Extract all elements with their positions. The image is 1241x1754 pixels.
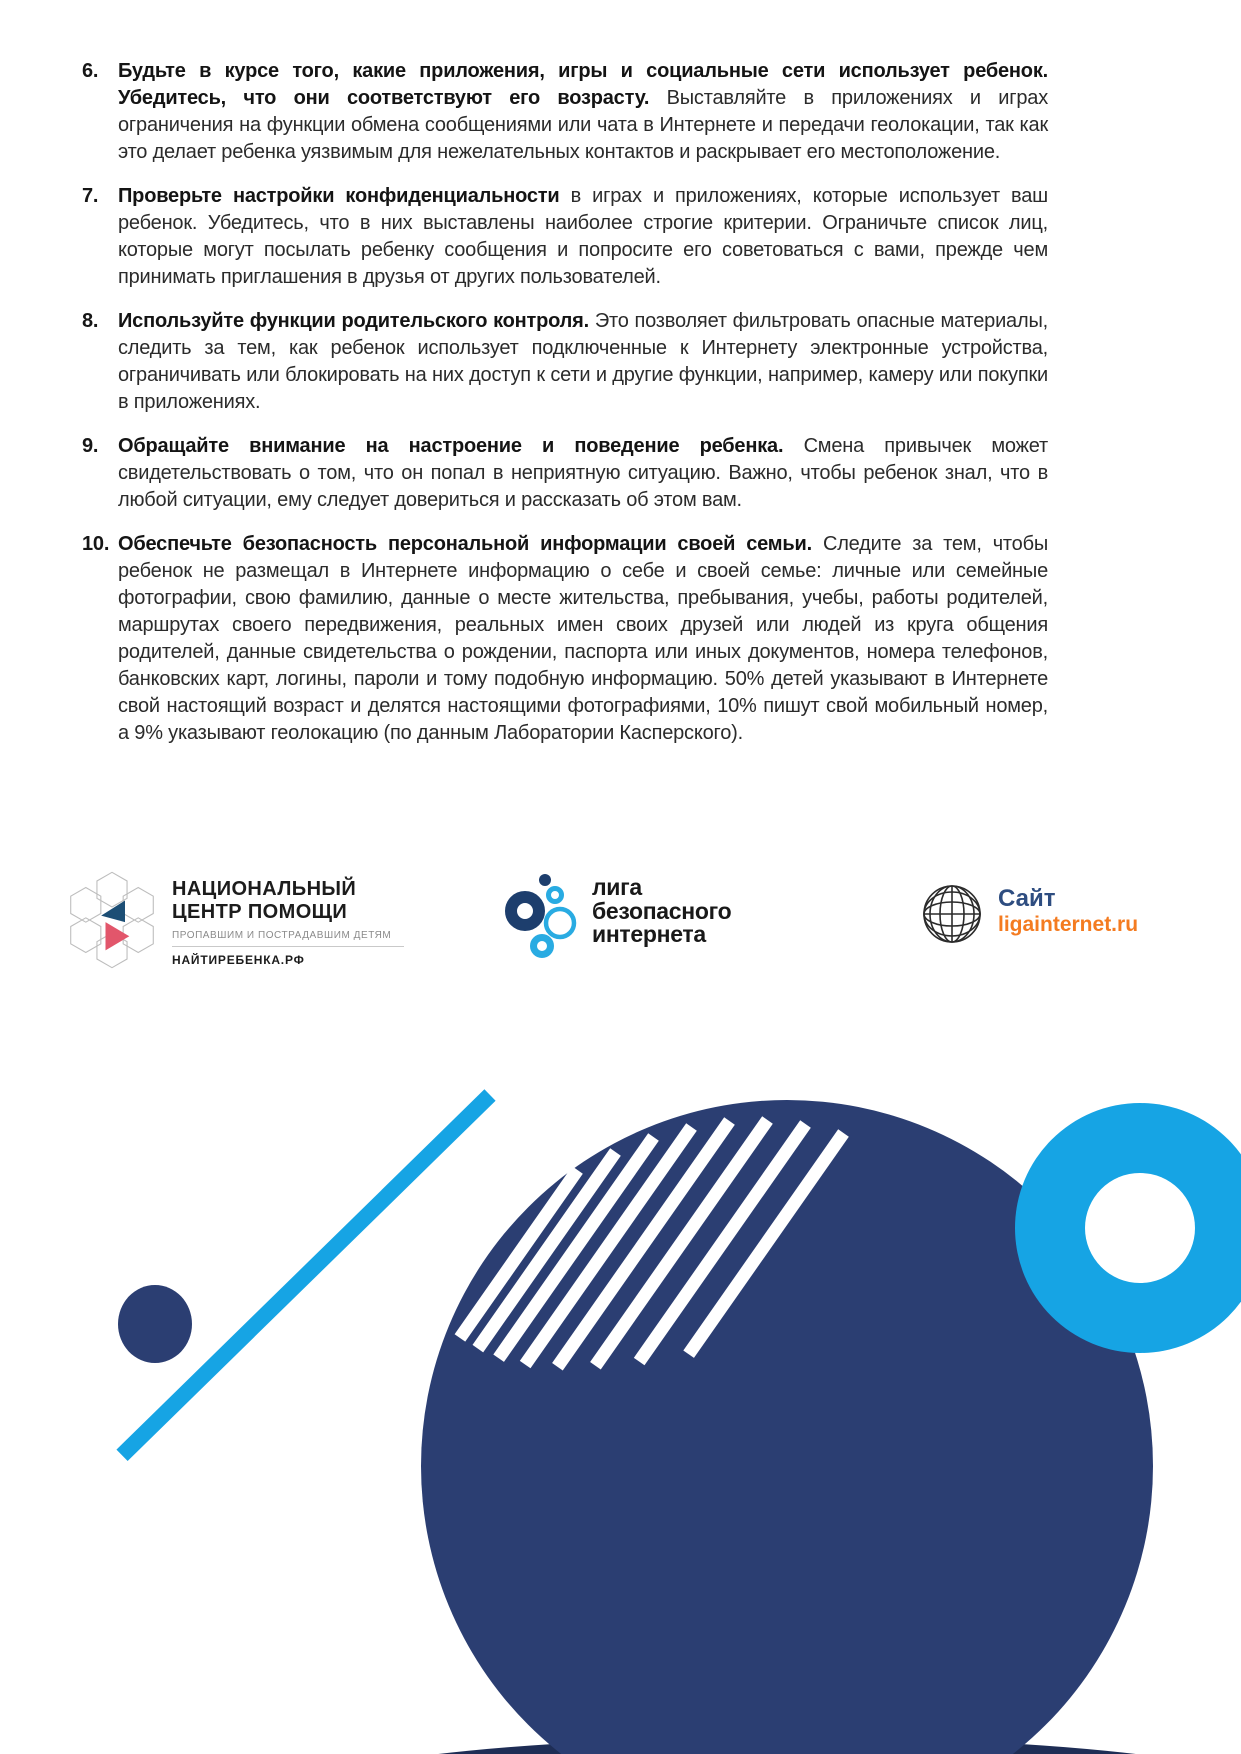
site-block [998, 886, 1138, 938]
hexagon-flower-icon [60, 868, 164, 972]
list-item [82, 308, 1048, 416]
item-body: Следите за тем, чтобы ребенок не размещал в Интернете информацию о себе и своей семье: личные или семейные фотографии, свою фамилию, данные о месте жительства, пребывания, учебы, работы родителей, маршрутах своего передвижения, реальных имен своих друзей или людей из круга общения родителей, данные свидетельства о рождении, паспорта или иных документов, номера телефонов, банковских карт, логины, пароли и тому подобную информацию. 50% детей указывают в Интернете свой настоящий возраст и делятся настоящими фотографиями, 10% пишут свой мобильный номер, а 9% указывают геолокацию (по данным Лаборатории Касперского). [118, 533, 1048, 744]
item-text [118, 183, 1048, 291]
liga-line3: интернета [592, 921, 706, 947]
item-body: в играх и приложениях, которые использует ваш ребенок. Убедитесь, что в них выставлены наиболее строгие критерии. Ограничьте список лиц, которые могут посылать ребенку сообщения и попросите его советоваться с вами, прежде чем принимать приглашения в друзья от других пользователей. [118, 185, 1048, 288]
nc-title-line2: ЦЕНТР ПОМОЩИ [172, 901, 348, 923]
liga-logo-text [592, 876, 731, 947]
nc-domain: НАЙТИРЕБЕНКА.РФ [172, 953, 305, 967]
item-lead: Обеспечьте безопасность персональной информации своей семьи. [118, 533, 812, 555]
nc-divider [172, 946, 404, 947]
liga-line1: лига [592, 874, 642, 900]
item-number: 7. [82, 185, 99, 207]
list-item [82, 183, 1048, 291]
item-number: 6. [82, 60, 99, 82]
item-text [118, 308, 1048, 416]
liga-line2: безопасного [592, 897, 732, 924]
item-text [118, 433, 1048, 514]
list-item [82, 531, 1048, 747]
item-number: 10. [82, 533, 110, 555]
site-label: Сайт [998, 885, 1056, 912]
list-item [82, 58, 1048, 166]
item-text [118, 531, 1048, 747]
nc-title-line1: НАЦИОНАЛЬНЫЙ [172, 878, 357, 900]
site-url-link[interactable]: ligainternet.ru [998, 913, 1139, 936]
item-lead: Будьте в курсе того, какие приложения, игры и социальные сети использует ребенок. Убедитесь, что они соответствуют его возрасту. [118, 60, 1048, 109]
item-text [118, 58, 1048, 166]
decor-donut-hole [1085, 1173, 1195, 1283]
globe-icon [920, 882, 984, 946]
item-body: Выставляйте в приложениях и играх ограничения на функции обмена сообщениями или чата в Интернете и передачи геолокации, так как это делает ребенка уязвимым для нежелательных контактов и раскрывает его местоположение. [118, 87, 1048, 163]
item-body: Это позволяет фильтровать опасные материалы, следить за тем, как ребенок использует подключенные к Интернету электронные устройства, ограничивать или блокировать на них доступ к сети и другие функции, например, камеру или покупки в приложениях. [118, 310, 1048, 413]
decor-navy-ellipse [118, 1285, 192, 1363]
list-item [82, 433, 1048, 514]
item-number: 9. [82, 435, 99, 457]
item-body: Смена привычек может свидетельствовать о том, что он попал в неприятную ситуацию. Важно, чтобы ребенок знал, что в любой ситуации, ему следует довериться и рассказать об этом вам. [118, 435, 1048, 511]
item-lead: Обращайте внимание на настроение и поведение ребенка. [118, 435, 784, 457]
national-center-logo [172, 878, 432, 967]
liga-circles-icon [502, 873, 582, 965]
item-lead: Проверьте настройки конфиденциальности [118, 185, 560, 207]
safety-tips-list [82, 58, 1048, 764]
item-number: 8. [82, 310, 99, 332]
nc-subtitle: ПРОПАВШИМ И ПОСТРАДАВШИМ ДЕТЯМ [172, 930, 392, 941]
item-lead: Используйте функции родительского контроля. [118, 310, 590, 332]
